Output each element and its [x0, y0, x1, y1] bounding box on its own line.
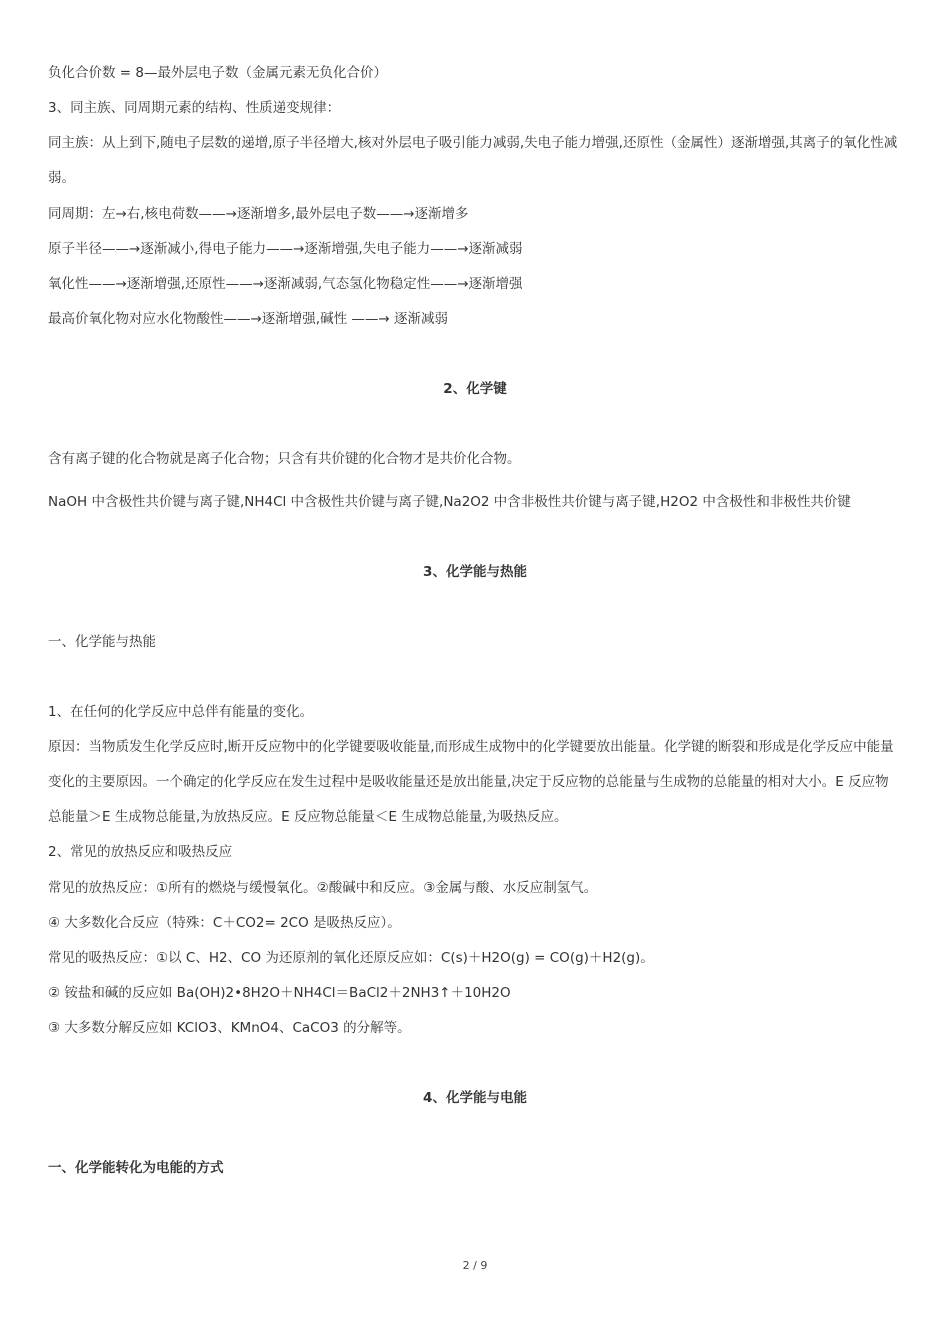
- text-line: 同主族：从上到下,随电子层数的递增,原子半径增大,核对外层电子吸引能力减弱,失电子能力增强,还原性（金属性）逐渐增强,其离子的氧化性减: [48, 135, 898, 151]
- section-heading: 2、化学键: [443, 381, 507, 397]
- text-line: 负化合价数 = 8—最外层电子数（金属元素无负化合价）: [48, 65, 387, 81]
- text-line: ② 铵盐和碱的反应如 Ba(OH)2•8H2O＋NH4Cl＝BaCl2＋2NH3↑＋10H2O: [48, 985, 511, 1001]
- text-line: 弱。: [48, 170, 75, 186]
- section-heading: 4、化学能与电能: [423, 1090, 527, 1106]
- text-line: ③ 大多数分解反应如 KClO3、KMnO4、CaCO3 的分解等。: [48, 1020, 411, 1036]
- section-heading: 3、化学能与热能: [423, 564, 527, 580]
- text-line: 氧化性——→逐渐增强,还原性——→逐渐减弱,气态氢化物稳定性——→逐渐增强: [48, 276, 523, 292]
- page-number: 2 / 9: [462, 1259, 488, 1272]
- text-line: 2、常见的放热反应和吸热反应: [48, 844, 233, 860]
- text-line: 变化的主要原因。一个确定的化学反应在发生过程中是吸收能量还是放出能量,决定于反应物的总能量与生成物的总能量的相对大小。E 反应物: [48, 774, 889, 790]
- text-line: 常见的放热反应：①所有的燃烧与缓慢氧化。②酸碱中和反应。③金属与酸、水反应制氢气。: [48, 880, 598, 896]
- text-line: 最高价氧化物对应水化物酸性——→逐渐增强,碱性 ——→ 逐渐减弱: [48, 311, 448, 327]
- subsection-heading: 一、化学能转化为电能的方式: [48, 1160, 224, 1176]
- text-line: 常见的吸热反应：①以 C、H2、CO 为还原剂的氧化还原反应如：C(s)＋H2O(g) = CO(g)＋H2(g)。: [48, 950, 654, 966]
- text-line: 3、同主族、同周期元素的结构、性质递变规律：: [48, 100, 341, 116]
- text-line: NaOH 中含极性共价键与离子键,NH4Cl 中含极性共价键与离子键,Na2O2 中含非极性共价键与离子键,H2O2 中含极性和非极性共价键: [48, 494, 851, 510]
- text-line: 1、在任何的化学反应中总伴有能量的变化。: [48, 704, 314, 720]
- text-line: 原子半径——→逐渐减小,得电子能力——→逐渐增强,失电子能力——→逐渐减弱: [48, 241, 523, 257]
- text-line: 原因：当物质发生化学反应时,断开反应物中的化学键要吸收能量,而形成生成物中的化学键要放出能量。化学键的断裂和形成是化学反应中能量: [48, 739, 894, 755]
- text-line: ④ 大多数化合反应（特殊：C＋CO2= 2CO 是吸热反应）。: [48, 915, 401, 931]
- subsection-heading: 一、化学能与热能: [48, 634, 156, 650]
- text-line: 同周期：左→右,核电荷数——→逐渐增多,最外层电子数——→逐渐增多: [48, 206, 469, 222]
- text-line: 总能量＞E 生成物总能量,为放热反应。E 反应物总能量＜E 生成物总能量,为吸热反应。: [48, 809, 568, 825]
- text-line: 含有离子键的化合物就是离子化合物；只含有共价键的化合物才是共价化合物。: [48, 451, 521, 467]
